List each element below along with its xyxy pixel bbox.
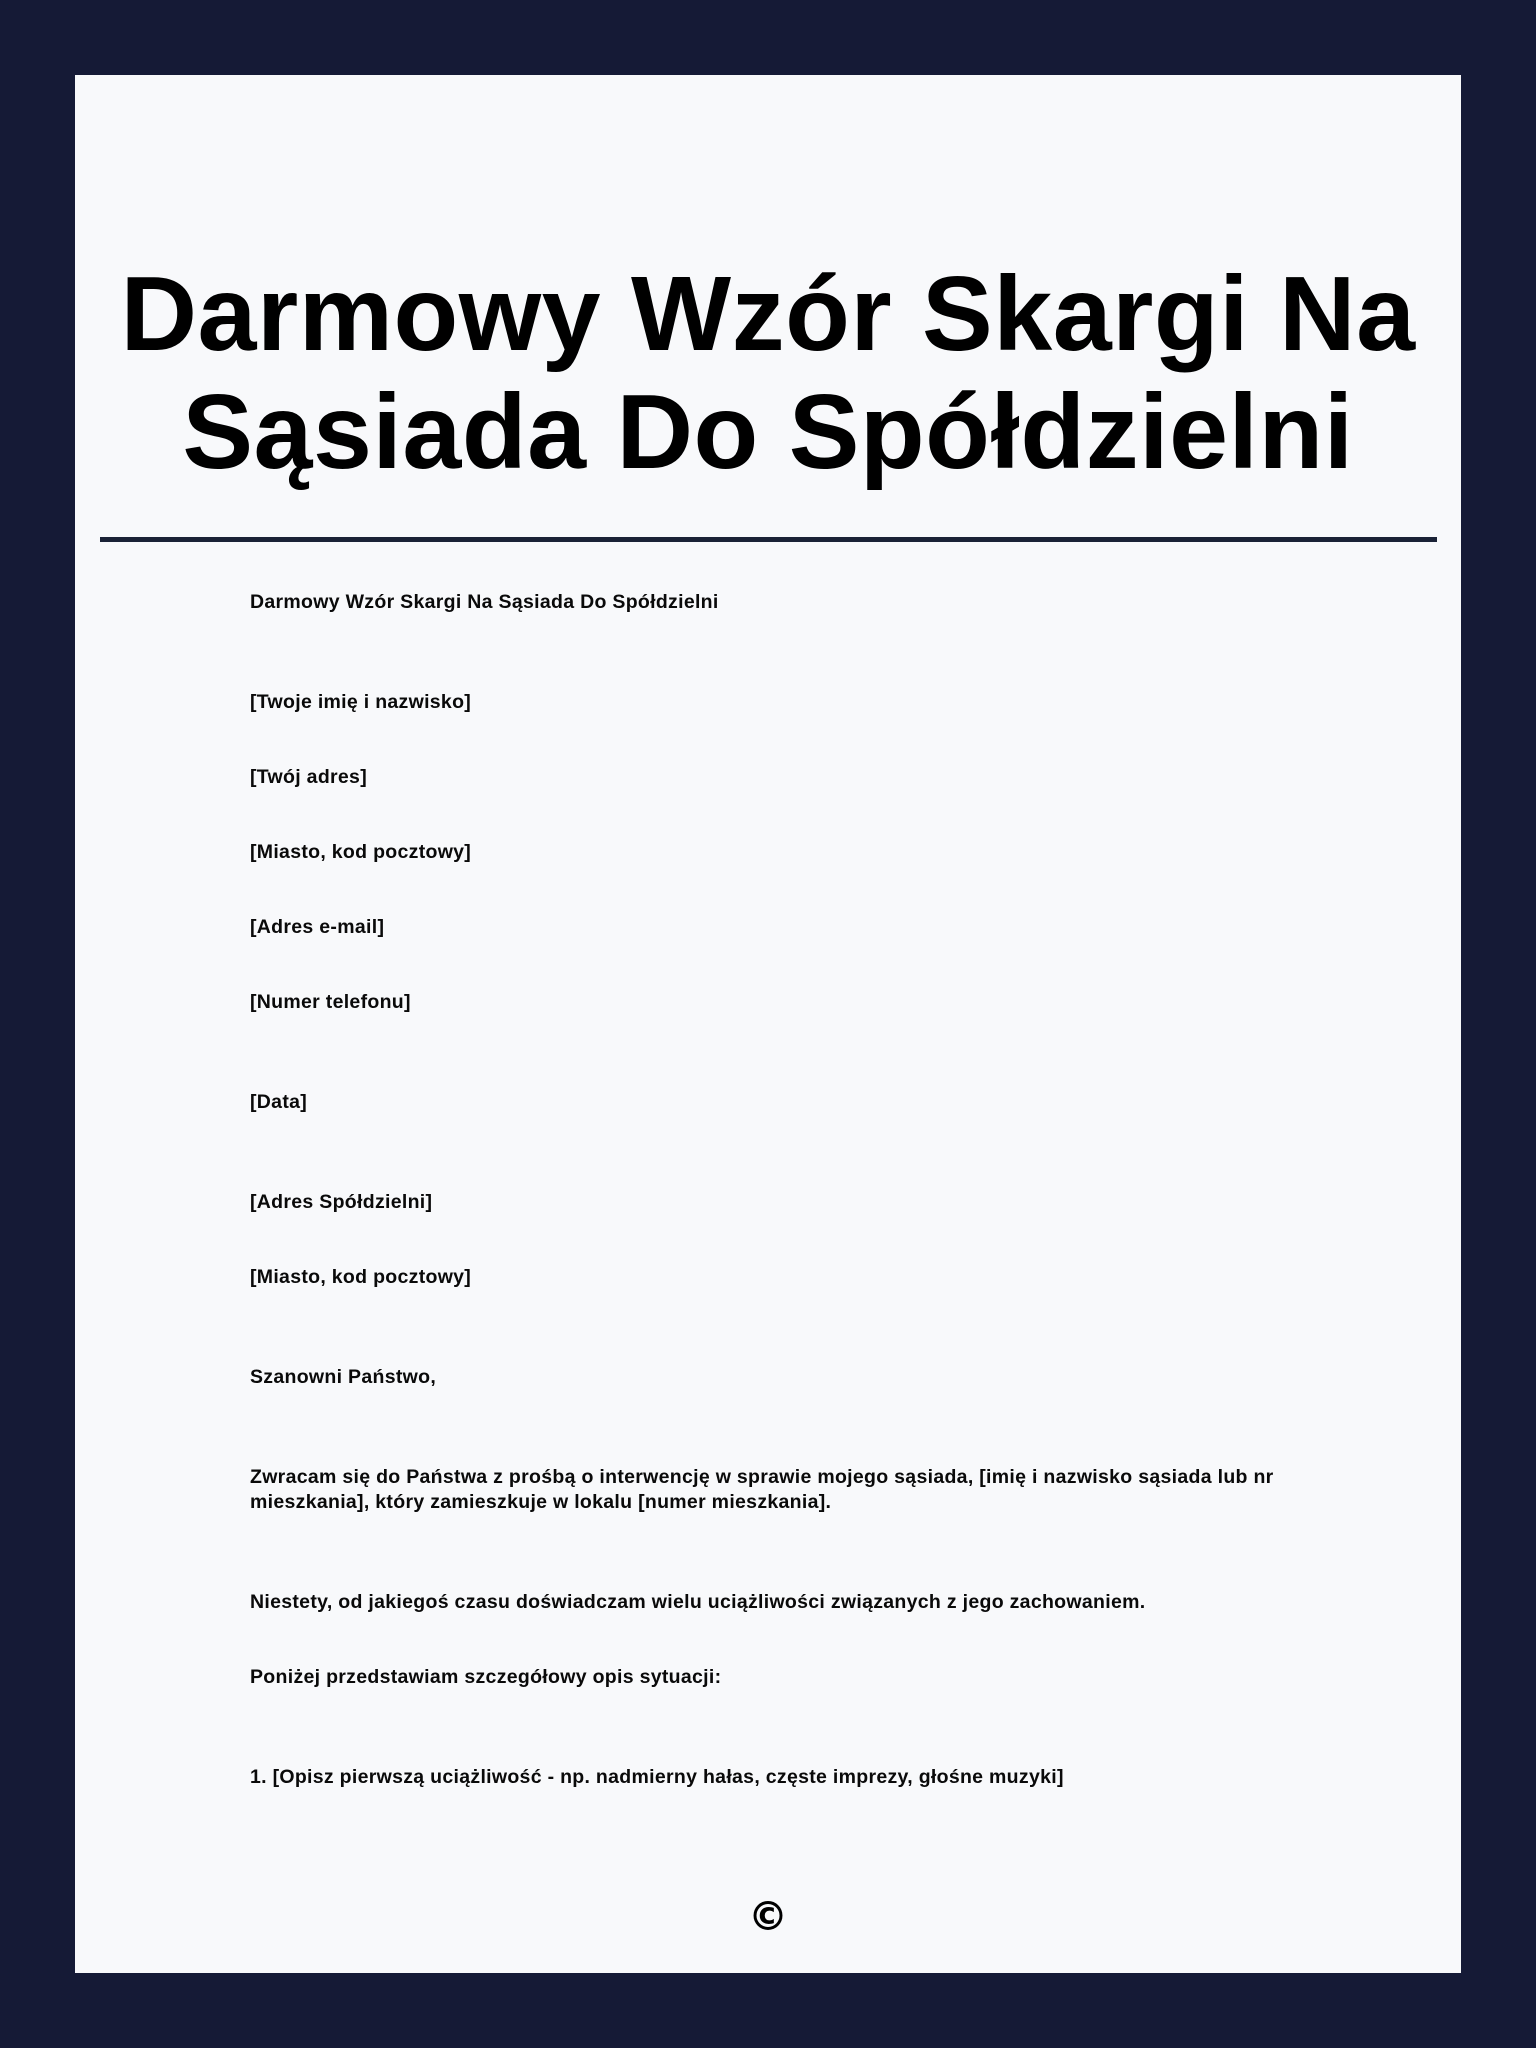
title-divider [100,537,1437,542]
document-page [75,75,1461,1973]
sender-phone: [Numer telefonu] [250,991,411,1013]
paragraph-problem: Niestety, od jakiegoś czasu doświadczam wielu uciążliwości związanych z jego zachowaniem. [250,1591,1146,1613]
letter-date: [Data] [250,1091,308,1113]
sender-email: [Adres e-mail] [250,916,385,938]
sender-city: [Miasto, kod pocztowy] [250,841,472,863]
list-item: 1. [Opisz pierwszą uciążliwość - np. nadmierny hałas, częste imprezy, głośne muzyki] [250,1766,1064,1788]
paragraph-details: Poniżej przedstawiam szczegółowy opis sytuacji: [250,1666,722,1688]
copyright-icon: © [748,1894,788,1940]
document-title: Darmowy Wzór Skargi Na Sąsiada Do Spółdzielni [120,255,1416,491]
sender-name: [Twoje imię i nazwisko] [250,691,472,713]
recipient-address: [Adres Spółdzielni] [250,1191,433,1213]
document-heading: Darmowy Wzór Skargi Na Sąsiada Do Spółdzielni [250,591,719,613]
recipient-city: [Miasto, kod pocztowy] [250,1266,472,1288]
sender-address: [Twój adres] [250,766,368,788]
paragraph-intro: Zwracam się do Państwa z prośbą o interwencję w sprawie mojego sąsiada, [imię i nazwisko sąsiada lub nr mieszkania], który zamieszkuje w lokalu [numer mieszkania]. [250,1466,1274,1513]
salutation: Szanowni Państwo, [250,1366,437,1388]
